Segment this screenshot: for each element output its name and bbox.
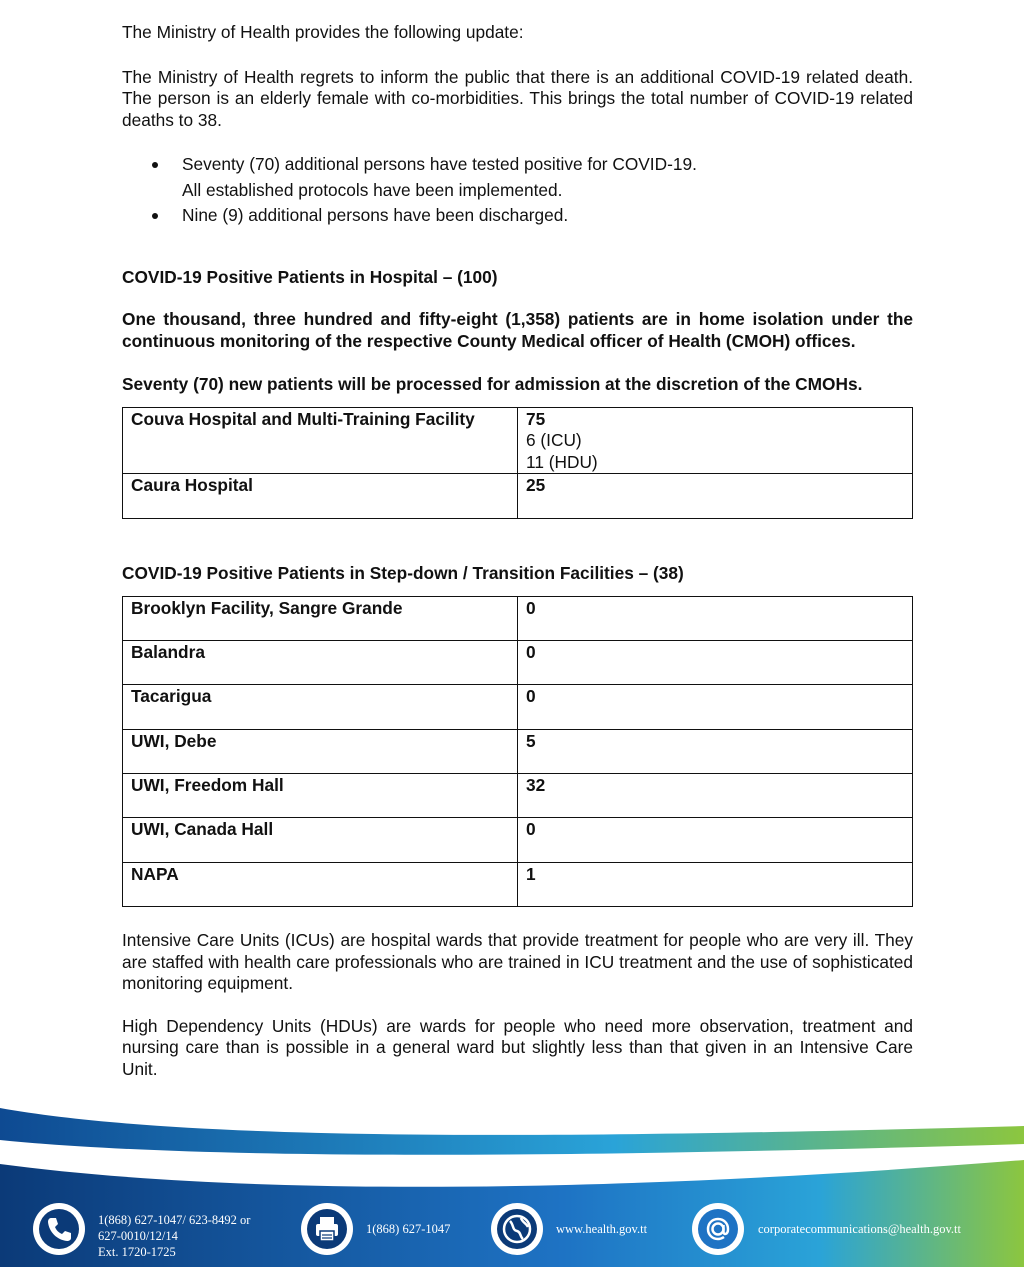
count-hdu: 11 (HDU) <box>526 451 598 472</box>
facility-cell: Couva Hospital and Multi-Training Facility <box>123 407 518 474</box>
hdu-paragraph: High Dependency Units (HDUs) are wards for people who need more observation, treatment and nursing care than is possible in a general ward but slightly less than that given in an Intensive Care Unit. <box>122 1015 913 1079</box>
stepdown-heading: COVID-19 Positive Patients in Step-down / Transition Facilities – (38) <box>122 563 684 583</box>
count-cell: 0 <box>518 640 913 684</box>
count-cell: 0 <box>518 685 913 729</box>
phone-extension: Ext. 1720-1725 <box>98 1245 176 1259</box>
count-cell: 0 <box>518 596 913 640</box>
hospital-heading: COVID-19 Positive Patients in Hospital – (100) <box>122 266 498 287</box>
bullet-text-continued: All established protocols have been implemented. <box>182 179 563 200</box>
facility-cell: UWI, Debe <box>123 729 518 773</box>
count-cell: 0 <box>518 818 913 862</box>
stepdown-table <box>122 596 913 908</box>
phone-icon <box>33 1203 85 1255</box>
count-cell: 32 <box>518 774 913 818</box>
home-isolation-paragraph: One thousand, three hundred and fifty-eight (1,358) patients are in home isolation under the continuous monitoring of the respective County Medical officer of Health (CMOH) offices. <box>122 309 913 351</box>
fax-number: 1(868) 627-1047 <box>366 1222 451 1236</box>
table-row <box>123 474 913 519</box>
phone-line: 627-0010/12/14 <box>98 1229 178 1243</box>
table-row <box>123 729 913 773</box>
table-row <box>123 685 913 729</box>
facility-cell: Tacarigua <box>123 685 518 729</box>
press-release <box>122 22 913 1080</box>
phone-line: 1(868) 627-1047/ 623-8492 or <box>98 1213 251 1227</box>
fax-icon <box>301 1203 353 1255</box>
table-row <box>123 596 913 640</box>
table-row <box>123 862 913 906</box>
table-row <box>123 407 913 474</box>
table-row <box>123 774 913 818</box>
bullet-item <box>152 203 913 229</box>
table-row <box>123 640 913 684</box>
bullet-text: Nine (9) additional persons have been discharged. <box>182 205 569 225</box>
contact-footer <box>0 1100 1024 1267</box>
update-bullets <box>152 152 913 229</box>
email-link[interactable]: corporatecommunications@health.gov.tt <box>758 1222 962 1236</box>
count-cell: 1 <box>518 862 913 906</box>
facility-cell: Balandra <box>123 640 518 684</box>
bullet-text: Seventy (70) additional persons have tested positive for COVID-19. <box>182 154 697 174</box>
death-paragraph: The Ministry of Health regrets to inform the public that there is an additional COVID-19 related death. The person is an elderly female with co-morbidities. This brings the total number of COVID-19 related deaths to 38. <box>122 66 913 130</box>
icu-paragraph: Intensive Care Units (ICUs) are hospital wards that provide treatment for people who are very ill. They are staffed with health care professionals who are trained in ICU treatment and the use of sophisticated monitoring equipment. <box>122 930 913 994</box>
globe-icon <box>491 1203 543 1255</box>
count-cell: 5 <box>518 729 913 773</box>
facility-cell: Caura Hospital <box>123 474 518 519</box>
count-icu: 6 (ICU) <box>526 430 582 450</box>
facility-cell: UWI, Canada Hall <box>123 818 518 862</box>
table-row <box>123 818 913 862</box>
facility-cell: Brooklyn Facility, Sangre Grande <box>123 596 518 640</box>
count-total: 25 <box>526 475 546 495</box>
facility-cell: NAPA <box>123 862 518 906</box>
count-total: 75 <box>526 408 546 429</box>
count-cell <box>518 474 913 519</box>
bullet-icon <box>152 162 158 168</box>
bullet-item <box>152 152 913 203</box>
new-patients-paragraph: Seventy (70) new patients will be processed for admission at the discretion of the CMOHs. <box>122 374 863 394</box>
email-at-icon <box>692 1203 744 1255</box>
intro-line: The Ministry of Health provides the following update: <box>122 22 524 42</box>
phone-numbers <box>98 1212 250 1260</box>
website-link[interactable]: www.health.gov.tt <box>556 1222 648 1236</box>
hospital-table <box>122 407 913 520</box>
count-cell <box>518 407 913 474</box>
facility-cell: UWI, Freedom Hall <box>123 774 518 818</box>
bullet-icon <box>152 213 158 219</box>
